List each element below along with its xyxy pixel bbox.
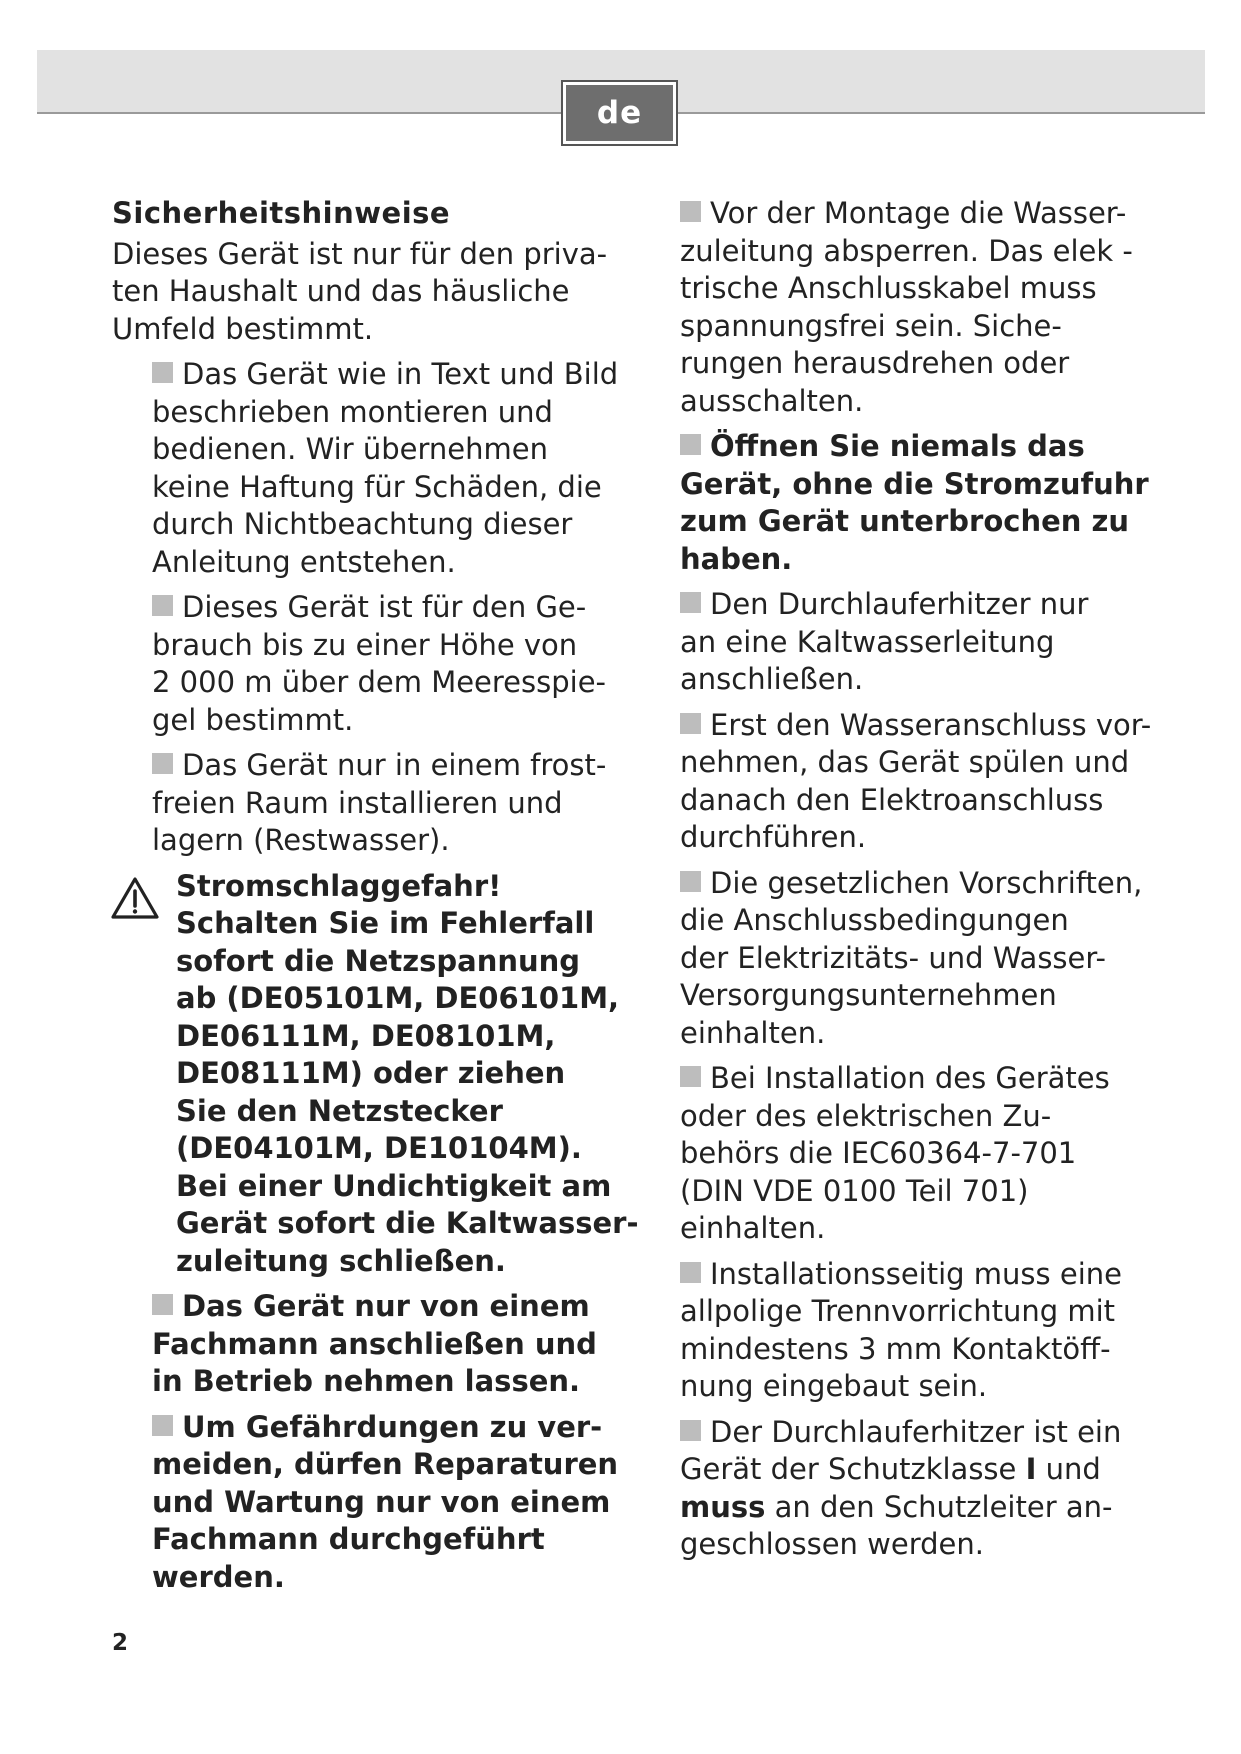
left-column [112, 195, 639, 1604]
bullet-square-icon [152, 595, 173, 616]
safety-item: Der Durchlauferhitzer ist ein Gerät der Schutzklasse I und muss an den Schutzleiter an- geschlossen werden. [680, 1414, 1122, 1561]
safety-item: Die gesetzlichen Vorschriften, die Anschlussbedingungen der Elektrizitäts- und Wasser- Versorgungsunternehmen einhalten. [680, 865, 1143, 1050]
bullet-square-icon [680, 713, 701, 734]
safety-item: Den Durchlauferhitzer nur an eine Kaltwasserleitung anschließen. [680, 587, 1089, 696]
safety-item: Das Gerät nur in einem frost- freien Raum installieren und lagern (Restwasser). [152, 748, 607, 857]
bullet-square-icon [680, 434, 701, 455]
electric-shock-warning [112, 868, 639, 1281]
safety-item: Das Gerät wie in Text und Bild beschrieben montieren und bedienen. Wir übernehmen keine Haftung für Schäden, die durch Nichtbeachtung dieser Anleitung entstehen. [152, 357, 619, 579]
safety-item: Bei Installation des Gerätes oder des elektrischen Zu- behörs die IEC60364-7-701 (DIN VDE 0100 Teil 701) einhalten. [680, 1061, 1110, 1245]
bullet-square-icon [152, 753, 173, 774]
intro-paragraph: Dieses Gerät ist nur für den priva- ten Haushalt und das häusliche Umfeld bestimmt. [112, 236, 608, 346]
bullet-square-icon [152, 362, 173, 383]
right-column [680, 195, 1180, 1572]
safety-item: Vor der Montage die Wasser- zuleitung absperren. Das elek - trische Anschlusskabel muss spannungsfrei sein. Siche- rungen herausdrehen oder ausschalten. [680, 196, 1133, 418]
bullet-square-icon [680, 1420, 701, 1441]
safety-item: Öffnen Sie niemals das Gerät, ohne die Stromzufuhr zum Gerät unterbrochen zu haben. [680, 429, 1149, 576]
safety-item: Installationsseitig muss eine allpolige Trennvorrichtung mit mindestens 3 mm Kontaktöff- nung eingebaut sein. [680, 1256, 1122, 1403]
bullet-square-icon [152, 1294, 173, 1315]
bullet-square-icon [680, 201, 701, 222]
section-heading: Sicherheitshinweise [112, 196, 451, 230]
bullet-square-icon [680, 871, 701, 892]
warning-text: Stromschlaggefahr! Schalten Sie im Fehlerfall sofort die Netzspannung ab (DE05101M, DE06101M, DE06111M, DE08101M, DE08111M) oder ziehen Sie den Netzstecker (DE04101M, DE10104M). Bei einer Undichtigkeit am Gerät sofort die Kaltwasser- zuleitung schließen. [176, 868, 639, 1278]
bullet-square-icon [680, 592, 701, 613]
safety-item: Erst den Wasseranschluss vor- nehmen, das Gerät spülen und danach den Elektroanschluss durchführen. [680, 707, 1152, 854]
bullet-square-icon [152, 1415, 173, 1436]
language-tab [561, 80, 678, 146]
safety-item: Das Gerät nur von einem Fachmann anschließen und in Betrieb nehmen lassen. [152, 1289, 597, 1398]
page-number: 2 [112, 1630, 129, 1656]
bullet-square-icon [680, 1262, 701, 1283]
language-label: de [566, 85, 673, 141]
bullet-square-icon [680, 1066, 701, 1087]
safety-item: Dieses Gerät ist für den Ge- brauch bis zu einer Höhe von 2 000 m über dem Meeresspie- gel bestimmt. [152, 590, 607, 737]
safety-item: Um Gefährdungen zu ver- meiden, dürfen Reparaturen und Wartung nur von einem Fachmann durchgeführt werden. [152, 1409, 619, 1594]
warning-triangle-icon [110, 876, 160, 920]
